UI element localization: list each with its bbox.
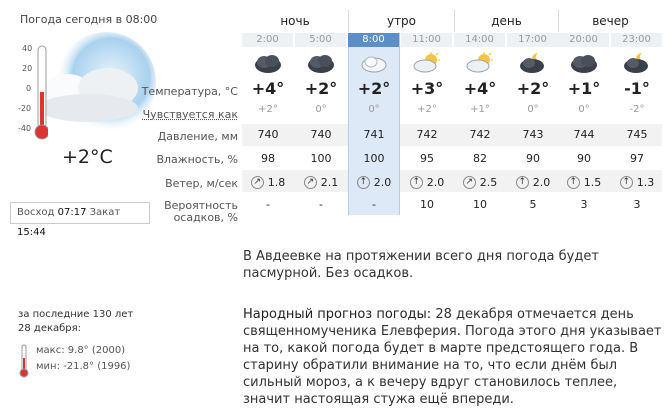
hour-label: 14:00 <box>454 33 505 47</box>
pressure-value: 743 <box>522 128 544 141</box>
hour-label: 17:00 <box>507 33 558 47</box>
feels-value: 0° <box>315 104 327 115</box>
temperature-value: -1° <box>624 79 650 98</box>
label-precip: Вероятность осадков, % <box>164 199 238 224</box>
history-years: за последние 130 лет <box>18 309 134 320</box>
feels-value: +2° <box>258 104 278 115</box>
weather-icon <box>611 52 663 77</box>
sunset-label: Закат <box>89 207 121 218</box>
humidity-value: 97 <box>630 152 644 165</box>
wind-value <box>348 174 400 189</box>
feels-value: +1° <box>470 104 490 115</box>
humidity-value: 90 <box>577 152 591 165</box>
feels-value: -2° <box>629 104 645 115</box>
precip-value: - <box>266 198 270 211</box>
sunrise-time: 07:17 <box>57 207 87 218</box>
precip-value: 3 <box>633 198 641 211</box>
precip-value: 5 <box>529 198 537 211</box>
temperature-value: +2° <box>304 79 338 98</box>
sun-cloud-icon <box>465 52 495 74</box>
pressure-value: 742 <box>416 128 438 141</box>
wind-value <box>507 174 559 189</box>
hour-label: 11:00 <box>401 33 452 47</box>
weather-icon <box>401 52 453 77</box>
wind: ↑ 1.3 <box>620 176 655 189</box>
wind: ↑ 2.0 <box>410 176 445 189</box>
sun-times <box>10 202 150 238</box>
wind-direction-icon: ↗ <box>251 176 264 189</box>
wind: ↗ 2.5 <box>463 176 498 189</box>
weather-icon <box>242 52 294 77</box>
temperature-value: +4° <box>251 79 285 98</box>
pressure-value: 740 <box>257 128 279 141</box>
history-block <box>18 308 134 372</box>
wind-direction-icon: ↑ <box>567 176 580 189</box>
wind: ↑ 2.0 <box>357 176 392 189</box>
wind-value <box>401 174 453 189</box>
precip-value: 10 <box>420 198 434 211</box>
humidity-value: 100 <box>310 152 332 165</box>
label-feels: Чувствуется как <box>142 108 238 121</box>
humidity-value: 82 <box>473 152 487 165</box>
cloud-night-icon <box>253 52 283 74</box>
pressure-value: 741 <box>363 128 385 141</box>
weather-icon <box>558 52 610 77</box>
wind-direction-icon: ↑ <box>516 176 529 189</box>
scale-m40: -40 <box>18 124 32 133</box>
period-evening: вечер <box>558 10 662 32</box>
moon-cloud-icon <box>518 52 548 74</box>
wind-value <box>611 174 663 189</box>
wind: ↑ 2.0 <box>516 176 551 189</box>
label-pressure: Давление, мм <box>157 130 238 143</box>
wind-direction-icon: ↑ <box>620 176 633 189</box>
precip-value: - <box>372 198 376 211</box>
cloud-icon <box>359 52 389 74</box>
pressure-value: 742 <box>469 128 491 141</box>
wind-direction-icon: ↑ <box>357 176 370 189</box>
history-date: 28 декабря: <box>18 323 82 334</box>
temperature-value: +2° <box>516 79 550 98</box>
day-description: В Авдеевке на протяжении всего дня погода будет пасмурной. Без осадков. <box>243 249 599 281</box>
small-thermometer-icon <box>18 344 30 378</box>
temperature-value: +4° <box>463 79 497 98</box>
pressure-value: 740 <box>310 128 332 141</box>
history-max: макс: 9.8° (2000) <box>36 345 126 356</box>
current-title: Погода сегодня в 08:00 <box>20 13 158 26</box>
hour-label: 5:00 <box>295 33 346 47</box>
weather-icon <box>295 52 347 77</box>
label-temperature: Температура, °C <box>141 85 238 98</box>
humidity-value: 95 <box>420 152 434 165</box>
precip-value: 10 <box>473 198 487 211</box>
wind-value <box>295 174 347 189</box>
pressure-value: 745 <box>626 128 648 141</box>
scale-20: 20 <box>22 64 33 73</box>
folk-title: Народный прогноз погоды: <box>243 307 432 322</box>
hour-label: 8:00 <box>348 33 399 47</box>
folk-forecast <box>243 306 663 408</box>
temperature-value: +2° <box>357 79 391 98</box>
cloud-night-icon <box>569 52 599 74</box>
humidity-value: 98 <box>261 152 275 165</box>
wind: ↗ 1.8 <box>251 176 286 189</box>
weather-icon <box>507 52 559 77</box>
wind-value <box>242 174 294 189</box>
moon-cloud-icon <box>622 52 652 74</box>
period-night: ночь <box>280 14 310 28</box>
label-humidity: Влажность, % <box>156 153 238 166</box>
wind-direction-icon: ↗ <box>304 176 317 189</box>
feels-value: 0° <box>578 104 590 115</box>
precip-value: 3 <box>580 198 588 211</box>
sunset-time: 15:44 <box>17 227 46 238</box>
sunrise-label: Восход <box>17 207 55 218</box>
wind: ↑ 1.5 <box>567 176 602 189</box>
current-temperature: +2°C <box>62 146 113 168</box>
period-morning: утро <box>348 10 454 32</box>
cloud-night-icon <box>306 52 336 74</box>
period-day: день <box>454 10 558 32</box>
wind: ↗ 2.1 <box>304 176 339 189</box>
feels-value: +2° <box>417 104 437 115</box>
label-wind: Ветер, м/сек <box>165 177 238 190</box>
humidity-value: 100 <box>363 152 385 165</box>
sun-cloud-icon <box>412 52 442 74</box>
history-min: мин: -21.8° (1996) <box>36 361 131 372</box>
hour-label: 23:00 <box>611 33 662 47</box>
hour-label: 20:00 <box>558 33 609 47</box>
temperature-value: +1° <box>567 79 601 98</box>
weather-icon <box>454 52 506 77</box>
folk-text: 28 декабря отмечается день священномученика Елевферия. Погода этого дня указывает на то, какой погода будет в марте предстоящего года. В старину обратили внимание на то, что если днём был сильный мороз, а к вечеру вдруг становилось теплее, значит настоящая стужа ещё впереди. <box>243 307 662 407</box>
wind-direction-icon: ↑ <box>410 176 423 189</box>
feels-value: 0° <box>368 104 380 115</box>
wind-direction-icon: ↗ <box>463 176 476 189</box>
pressure-value: 744 <box>573 128 595 141</box>
humidity-value: 90 <box>526 152 540 165</box>
feels-value: 0° <box>527 104 539 115</box>
weather-icon <box>348 52 400 77</box>
temperature-value: +3° <box>410 79 444 98</box>
wind-value <box>454 174 506 189</box>
hour-label: 2:00 <box>242 33 293 47</box>
wind-value <box>558 174 610 189</box>
scale-40: 40 <box>22 44 33 53</box>
precip-value: - <box>319 198 323 211</box>
scale-m20: -20 <box>18 104 32 113</box>
scale-0: 0 <box>26 84 32 93</box>
